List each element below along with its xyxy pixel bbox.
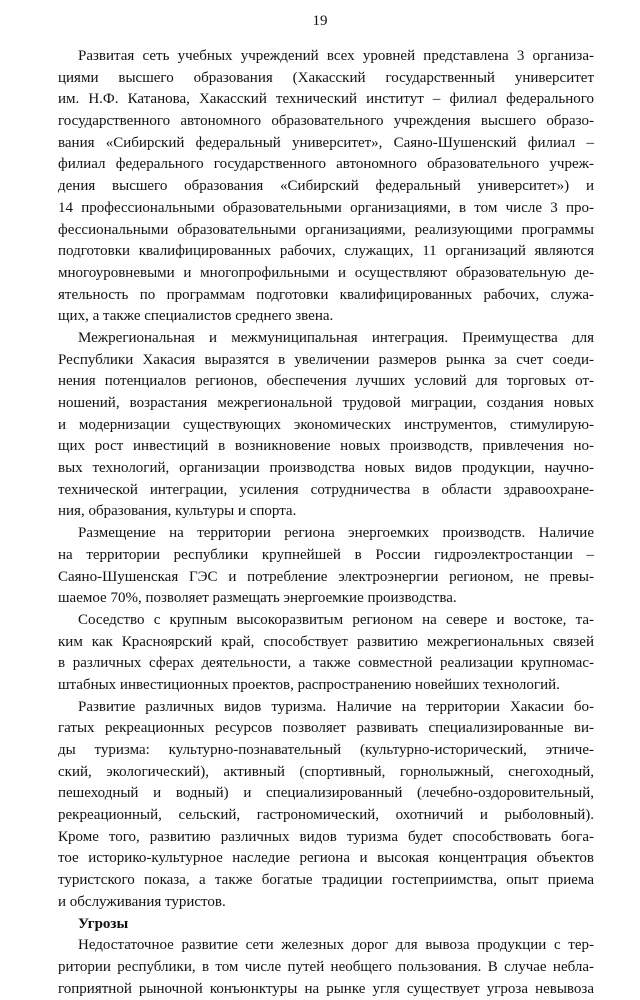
body-text bbox=[58, 46, 594, 1000]
text-line: щих, а также специалистов среднего звена. bbox=[58, 308, 334, 325]
text-line: ким как Красноярский край, способствует развитию межрегиональных связей bbox=[58, 633, 594, 650]
text-line: Развитая сеть учебных учреждений всех уровней представлена 3 организа- bbox=[78, 48, 594, 64]
text-line: многоуровневыми и многопрофильными и осуществляют образовательную де- bbox=[58, 264, 594, 281]
text-line: тое историко-культурное наследие региона и высокая концентрация объектов bbox=[58, 850, 594, 867]
text-line: и модернизации существующих экономических инструментов, стимулирую- bbox=[58, 416, 594, 433]
text-line: штабных инвестиционных проектов, распространению новейших технологий. bbox=[58, 676, 560, 693]
text-line: на территории республики крупнейшей в России гидроэлектростанции – bbox=[58, 546, 594, 563]
text-line: дения высшего образования «Сибирский федеральный университет») и bbox=[58, 178, 594, 195]
text-line: Республики Хакасия выразятся в увеличении размеров рынка за счет соеди- bbox=[58, 351, 594, 368]
text-line: ды туризма: культурно-познавательный (культурно-исторический, этниче- bbox=[58, 742, 594, 758]
text-line: вания «Сибирский федеральный университет», Саяно-Шушенский филиал – bbox=[58, 134, 594, 151]
text-line: Кроме того, развитию различных видов туризма будет способствовать бога- bbox=[58, 828, 594, 845]
text-line: ношений, возрастания межрегиональной трудовой миграции, создания новых bbox=[58, 395, 594, 411]
text-line: вых технологий, организации производства новых видов продукции, научно- bbox=[58, 460, 594, 477]
text-line: пешеходный и водный) и специализированный (лечебно-оздоровительный, bbox=[58, 785, 594, 802]
text-line: гатых рекреационных ресурсов позволяет развивать специализированные ви- bbox=[58, 720, 594, 737]
text-line: гоприятной рыночной конъюнктуры на рынке угля существует угроза невывоза bbox=[58, 980, 594, 997]
text-line: Размещение на территории региона энергоемких производств. Наличие bbox=[78, 525, 594, 542]
text-line: шаемое 70%, позволяет размещать энергоемкие производства. bbox=[58, 590, 457, 607]
text-line: Саяно-Шушенская ГЭС и потребление электроэнергии регионом, не превы- bbox=[58, 568, 594, 585]
text-line: ский, экологический), активный (спортивный, горнолыжный, снегоходный, bbox=[58, 763, 594, 780]
text-line: Развитие различных видов туризма. Наличие на территории Хакасии бо- bbox=[78, 698, 594, 715]
section-heading: Угрозы bbox=[78, 915, 129, 932]
text-line: ритории республики, в том числе путей необщего пользования. В случае небла- bbox=[58, 958, 594, 975]
page-number: 19 bbox=[312, 13, 328, 29]
text-line: им. Н.Ф. Катанова, Хакасский технический институт – филиал федерального bbox=[58, 91, 594, 108]
text-line: подготовки квалифицированных рабочих, служащих, 11 организаций являются bbox=[58, 243, 594, 260]
text-line: ятельность по программам подготовки квалифицированных рабочих, служа- bbox=[58, 286, 594, 303]
text-line: рекреационный, сельский, гастрономический, охотничий и рыболовный). bbox=[58, 807, 594, 824]
text-line: государственного автономного образовательного учреждения высшего образо- bbox=[58, 113, 594, 130]
text-line: технической интеграции, усиления сотрудничества в области здравоохране- bbox=[58, 481, 594, 498]
text-line: ния, образования, культуры и спорта. bbox=[58, 503, 297, 520]
text-line: Недостаточное развитие сети железных дорог для вывоза продукции с тер- bbox=[78, 937, 594, 954]
text-line: нения потенциалов регионов, обеспечения лучших условий для торговых от- bbox=[58, 373, 594, 390]
text-line: Межрегиональная и межмуниципальная интеграция. Преимущества для bbox=[78, 329, 594, 346]
text-line: Соседство с крупным высокоразвитым регионом на севере и востоке, та- bbox=[78, 611, 594, 628]
text-line: филиал федерального государственного автономного образовательного учреж- bbox=[58, 156, 594, 173]
text-line: фессиональными образовательными организациями, реализующими программы bbox=[58, 221, 594, 238]
text-line: туристского показа, а также богатые традиции гостеприимства, опыт приема bbox=[58, 872, 594, 889]
text-line: 14 профессиональными образовательными организациями, в том числе 3 про- bbox=[58, 199, 594, 216]
text-line: в различных сферах деятельности, а также совместной реализации крупномас- bbox=[58, 655, 594, 672]
text-line: и обслуживания туристов. bbox=[58, 893, 226, 910]
text-line: щих рост инвестиций в возникновение новых производств, привлечения но- bbox=[58, 438, 594, 455]
text-line: циями высшего образования (Хакасский государственный университет bbox=[58, 69, 594, 86]
